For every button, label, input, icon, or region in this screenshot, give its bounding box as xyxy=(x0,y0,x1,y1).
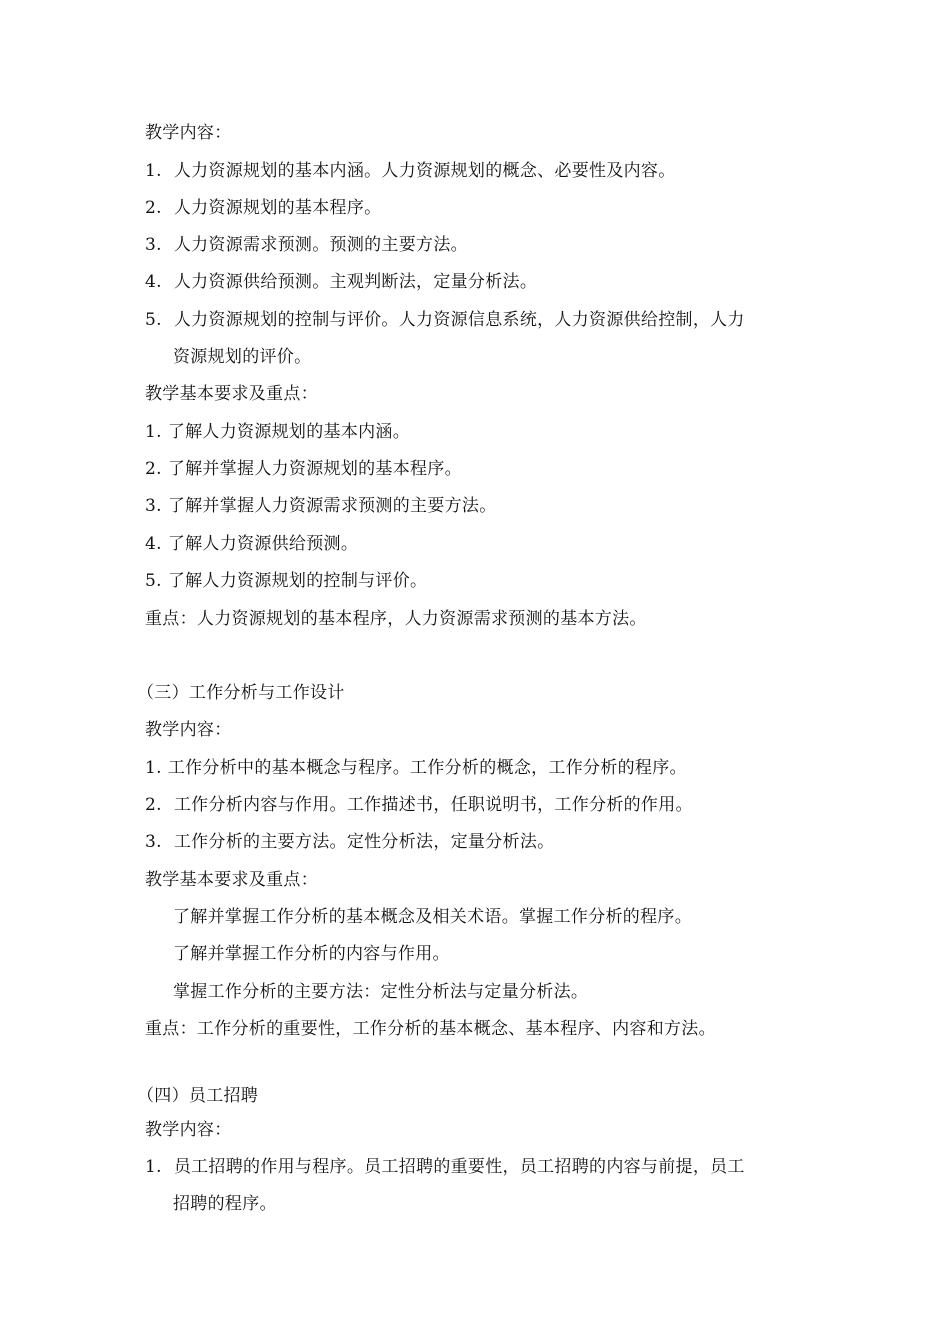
list-item: 4. 人力资源供给预测。主观判断法，定量分析法。 xyxy=(145,272,538,292)
requirement-item: 2. 了解并掌握人力资源规划的基本程序。 xyxy=(145,459,462,479)
list-item: 1. 工作分析中的基本概念与程序。工作分析的概念，工作分析的程序。 xyxy=(145,758,687,778)
list-item: 3. 人力资源需求预测。预测的主要方法。 xyxy=(145,235,468,255)
requirement-item: 4. 了解人力资源供给预测。 xyxy=(145,534,359,554)
content-heading: 教学内容： xyxy=(145,720,232,740)
list-item: 1. 员工招聘的作用与程序。员工招聘的重要性，员工招聘的内容与前提，员工 xyxy=(145,1157,745,1177)
requirement-item: 3. 了解并掌握人力资源需求预测的主要方法。 xyxy=(145,496,497,516)
section-title: （四）员工招聘 xyxy=(137,1086,259,1106)
requirements-heading: 教学基本要求及重点： xyxy=(145,870,318,890)
section-title: （三）工作分析与工作设计 xyxy=(137,683,345,703)
focus-text: 重点：工作分析的重要性，工作分析的基本概念、基本程序、内容和方法。 xyxy=(145,1019,716,1039)
requirement-item: 5. 了解人力资源规划的控制与评价。 xyxy=(145,571,428,591)
requirements-heading: 教学基本要求及重点： xyxy=(145,384,318,404)
requirement-item: 了解并掌握工作分析的内容与作用。 xyxy=(173,944,450,964)
list-item: 5. 人力资源规划的控制与评价。人力资源信息系统，人力资源供给控制，人力 xyxy=(145,310,745,330)
content-heading: 教学内容： xyxy=(145,123,232,143)
focus-text: 重点：人力资源规划的基本程序，人力资源需求预测的基本方法。 xyxy=(145,609,647,629)
requirement-item: 掌握工作分析的主要方法：定性分析法与定量分析法。 xyxy=(173,982,589,1002)
content-heading: 教学内容： xyxy=(145,1120,232,1140)
list-item-continuation: 资源规划的评价。 xyxy=(173,347,312,367)
list-item: 2. 工作分析内容与作用。工作描述书，任职说明书，工作分析的作用。 xyxy=(145,795,693,815)
requirement-item: 了解并掌握工作分析的基本概念及相关术语。掌握工作分析的程序。 xyxy=(173,907,692,927)
list-item: 2. 人力资源规划的基本程序。 xyxy=(145,198,382,218)
list-item: 1. 人力资源规划的基本内涵。人力资源规划的概念、必要性及内容。 xyxy=(145,161,676,181)
requirement-item: 1. 了解人力资源规划的基本内涵。 xyxy=(145,422,411,442)
list-item: 3. 工作分析的主要方法。定性分析法，定量分析法。 xyxy=(145,832,555,852)
list-item-continuation: 招聘的程序。 xyxy=(173,1194,277,1214)
